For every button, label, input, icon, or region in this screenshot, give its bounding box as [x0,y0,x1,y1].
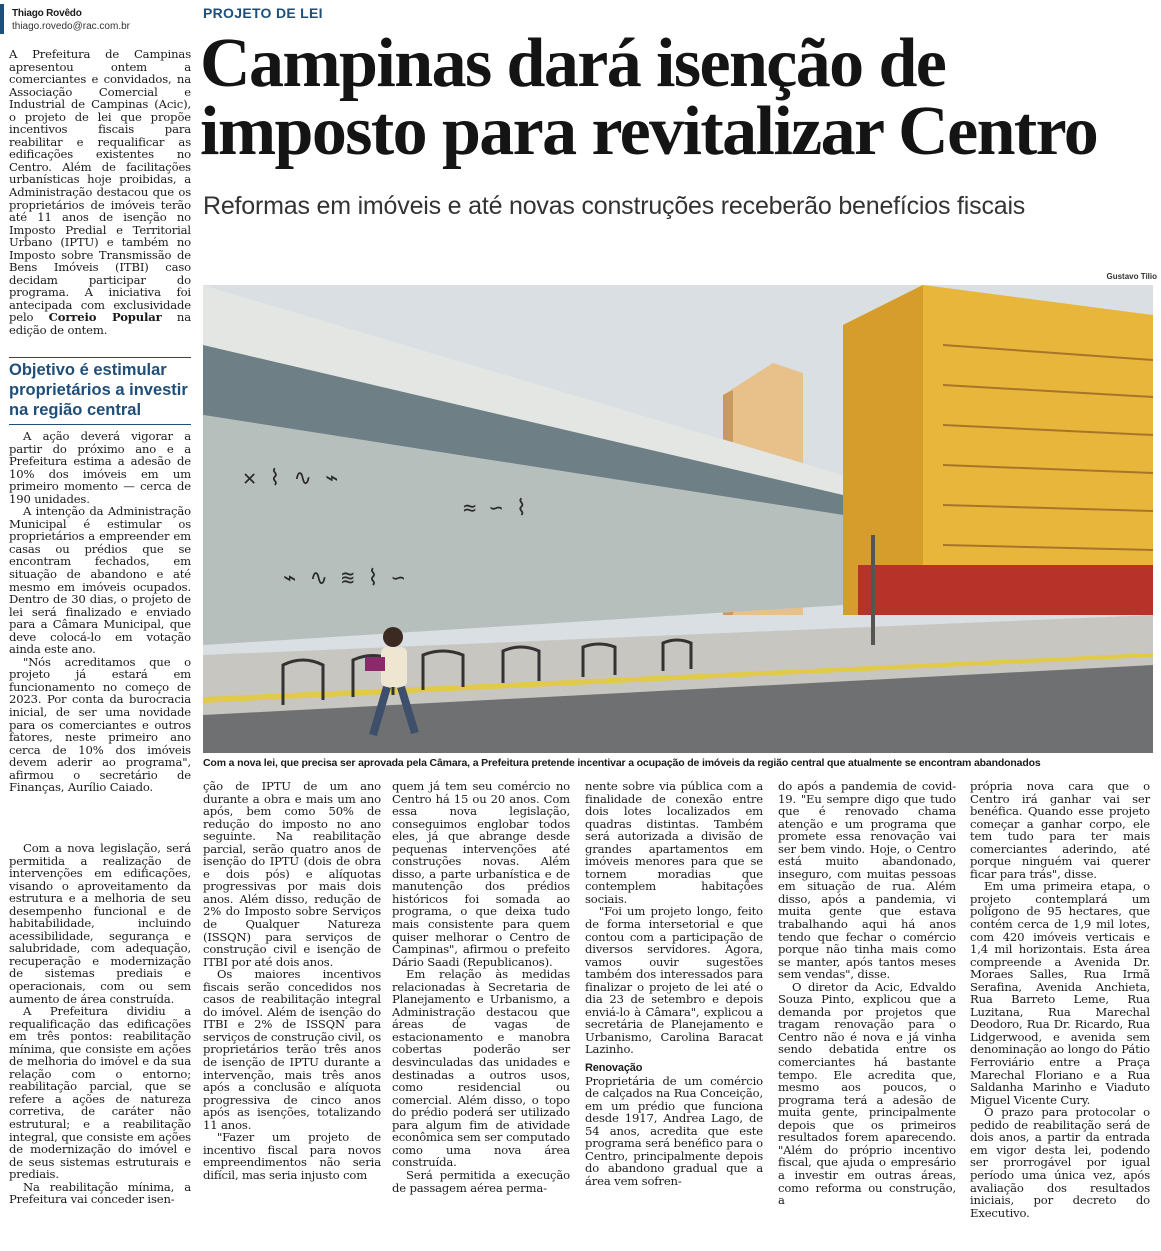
main-photo [203,285,1153,753]
outlet-name: Correio Popular [48,310,162,325]
svg-text:✕ ⌇ ∿ ⌁: ✕ ⌇ ∿ ⌁ [243,466,339,491]
paragraph: própria nova cara que o Centro irá ganhar vai ser benéfica. Quando esse projeto começar a ganhar corpo, ele tem tudo para ter mais comerciantes aderindo, até porque ninguém vai querer ficar para trás", disse. [970,779,1150,881]
paragraph: Em relação às medidas relacionadas à Secretaria de Planejamento e Urbanismo, a Administração destacou que áreas de vagas de estacionamento e manobra cobertas poderão ser desvinculadas das unidades e destinadas a outros usos, como residencial ou comercial. Além disso, o topo do prédio poderá ser utilizado para algum fim de atividade econômica sem ser computado como uma nova área construída. [392,967,570,1170]
paragraph: A ação deverá vigorar a partir do próximo ano e a Prefeitura estima a adesão de 10% dos imóveis em um primeiro momento — cerca de 190 unidades. [9,429,191,506]
street-scene-illustration [203,285,1153,753]
paragraph: O diretor da Acic, Edvaldo Souza Pinto, explicou que a demanda por projetos que tragam renovação para o Centro não é nova e já vinha sendo debatida entre os comerciantes há bastante tempo. Ele acredita que, mesmo aos poucos, o programa terá a adesão de muita gente, principalmente depois que os primeiros resultados forem aparecendo. "Além do próprio incentivo fiscal, que ajuda o empresário a investir em outras áreas, como reforma ou construção, a [778,979,956,1208]
svg-text:≈ ∽ ⌇: ≈ ∽ ⌇ [463,496,527,521]
lead-text: A Prefeitura de Campinas apresentou ontem a comerciantes e convidados, na Associação Comercial e Industrial de Campinas (Acic), o projeto de lei que propõe incentivos fiscais para reabilitar e requalificar as edificações existentes no Centro. Além de facilitações urbanísticas hoje proibidas, a Administração destacou que os proprietários de imóveis terão até 11 anos de isenção no Imposto Predial e Territorial Urbano (IPTU) e também no Imposto sobre Transmissão de Bens Imóveis (ITBI) caso decidam participar do programa. A iniciativa foi antecipada com exclusividade pelo [9,47,191,325]
paragraph: "Foi um projeto longo, feito de forma intersetorial e que contou com a participação de diversos servidores. Agora, vamos ouvir sugestões também dos interessados para finalizar o projeto de lei até o dia 23 de setembro e depois enviá-lo à Câmara", explicou a secretária de Planejamento e Urbanismo, Carolina Baracat Lazinho. [585,904,763,1057]
paragraph: do após a pandemia de covid-19. "Eu sempre digo que tudo que é renovado chama atenção e um programa que promete essa renovação vai ser bem vindo. Hoje, o Centro está muito abandonado, inseguro, com muitas pessoas em situação de rua. Além disso, após a pandemia, vi muita gente que estava trabalhando aqui há anos tendo que fechar o comércio porque não tinha mais como se manter, após tantos meses sem vendas", disse. [778,779,956,982]
article-column-1 [9,48,191,337]
paragraph: Em uma primeira etapa, o projeto contemplará um polígono de 95 hectares, que contém cerca de 1,9 mil lotes, com 420 imóveis verticais e 1,4 mil horizontais. Esta área compreende a Avenida Dr. Moraes Salles, Rua Irmã Serafina, Avenida Anchieta, Rua Barreto Leme, Rua Luzitana, Rua Marechal Deodoro, Rua Dr. Ricardo, Rua Lidgerwood, e avenida sem denominação ao longo do Pátio Ferroviário entre a Praça Marechal Floriano e a Rua Saldanha Marinho e Viaduto Miguel Vicente Cury. [970,879,1150,1107]
paragraph: ção de IPTU de um ano durante a obra e mais um ano após, bem como 50% de redução do imposto no ano seguinte. Na reabilitação parcial, serão quatro anos de isenção do IPTU (dois de obra e dois pós) e alíquotas progressivas por mais dois anos. Além disso, redução de 2% do Imposto sobre Serviços de Qualquer Natureza (ISSQN) para serviços de construção civil e isenção de ITBI por até dois anos. [203,779,381,969]
paragraph: Os maiores incentivos fiscais serão concedidos nos casos de reabilitação integral do imóvel. Além de isenção do ITBI e 2% de ISSQN para serviços de construção civil, os proprietários terão três anos de isenção de IPTU durante a intervenção, mais três anos após a conclusão e alíquota progressiva de cinco anos após as isenções, totalizando 11 anos. [203,967,381,1132]
paragraph: Na reabilitação mínima, a Prefeitura vai conceder isen- [9,1179,191,1207]
paragraph: "Fazer um projeto de incentivo fiscal para novos empreendimentos não seria difícil, mas seria injusto com [203,1130,381,1182]
paragraph: Será permitida a execução de passagem aérea perma- [392,1167,570,1195]
photo-caption: Com a nova lei, que precisa ser aprovada pela Câmara, a Prefeitura pretende incentivar a ocupação de imóveis da região central que atualmente se encontram abandonados [203,757,1041,769]
paragraph: Proprietária de um comércio de calçados na Rua Conceição, em um prédio que funciona desde 1917, Andrea Lago, de 54 anos, acredita que este programa será benéfico para o Centro, principalmente depois do abandono gradual que a área vem sofren- [585,1073,763,1188]
paragraph: "Nós acreditamos que o projeto já estará em funcionamento no começo de 2023. Por conta da burocracia inicial, de ser uma novidade para os comerciantes e outros fatores, neste primeiro ano cerca de 10% dos imóveis devem aderir ao programa", afirmou o secretário de Finanças, Aurílio Caiado. [9,654,191,795]
paragraph: quem já tem seu comércio no Centro há 15 ou 20 anos. Com essa nova legislação, conseguimos englobar todos eles, já que abrange desde pequenas intervenções até construções novas. Além disso, a parte urbanística e de manutenção dos prédios históricos foi somada ao programa, o que deixa tudo mais consistente para quem quiser melhorar o Centro de Campinas", afirmou o prefeito Dário Saadi (Republicanos). [392,779,570,969]
article-column-3 [203,780,381,1182]
article-column-4 [392,780,570,1194]
headline: Campinas dará isenção de imposto para revitalizar Centro [200,25,1098,170]
article-column-1b [9,430,191,794]
article-column-5 [585,780,763,1188]
paragraph: A intenção da Administração Municipal é estimular os proprietários a empreender em casas ou prédios que se encontram fechados, em situação de abandono e até mesmo em imóveis ocupados. Dentro de 30 dias, o projeto de lei será finalizado e enviado para a Câmara Municipal, que deve colocá-lo em votação ainda este ano. [9,504,191,657]
byline-author: Thiago Rovêdo [12,8,82,19]
paragraph: O prazo para protocolar o pedido de reabilitação será de dois anos, a partir da entrada em vigor desta lei, podendo ser prorrogável por igual período uma única vez, após avaliação dos resultados iniciais, por decreto do Executivo. [970,1105,1150,1220]
paragraph: Com a nova legislação, será permitida a realização de intervenções em edificações, visando o aproveitamento da estrutura e a melhoria de seu desempenho funcional e de habitabilidade, incluindo acessibilidade, segurança e salubridade, com adequação, recuperação e modernização de sistemas prediais e operacionais, com ou sem aumento de área construída. [9,841,191,1006]
paragraph: A Prefeitura dividiu a requalificação das edificações em três pontos: reabilitação mínima, que consiste em ações de melhoria do imóvel e da sua relação com o entorno; reabilitação parcial, que se refere a ações de natureza corretiva, de caráter não estrutural; e a reabilitação integral, que consiste em ações de modernização do imóvel e de seus sistemas estruturais e prediais. [9,1004,191,1182]
article-column-7 [970,780,1150,1219]
intertitle: Renovação [585,1062,643,1075]
subhead: Reformas em imóveis e até novas construções receberão benefícios fiscais [203,192,1026,220]
svg-text:⌁ ∿ ≋ ⌇ ∽: ⌁ ∿ ≋ ⌇ ∽ [283,566,405,591]
lead-end: na edição de ontem. [9,310,191,338]
photo-credit: Gustavo Tilio [1106,272,1157,281]
byline-accent-rule [0,4,4,34]
article-column-6 [778,780,956,1207]
kicker: PROJETO DE LEI [203,5,323,21]
byline-email[interactable]: thiago.rovedo@rac.com.br [12,21,130,32]
section-subtitle: Objetivo é estimular proprietários a investir na região central [9,357,191,425]
paragraph: nente sobre via pública com a finalidade de conexão entre dois lotes localizados em quadras distintas. Também será autorizada a divisão de grandes apartamentos em imóveis menores para que se tornem moradias que contemplem habitações sociais. [585,779,763,906]
article-column-2 [9,842,191,1206]
lead-paragraph [9,48,191,337]
